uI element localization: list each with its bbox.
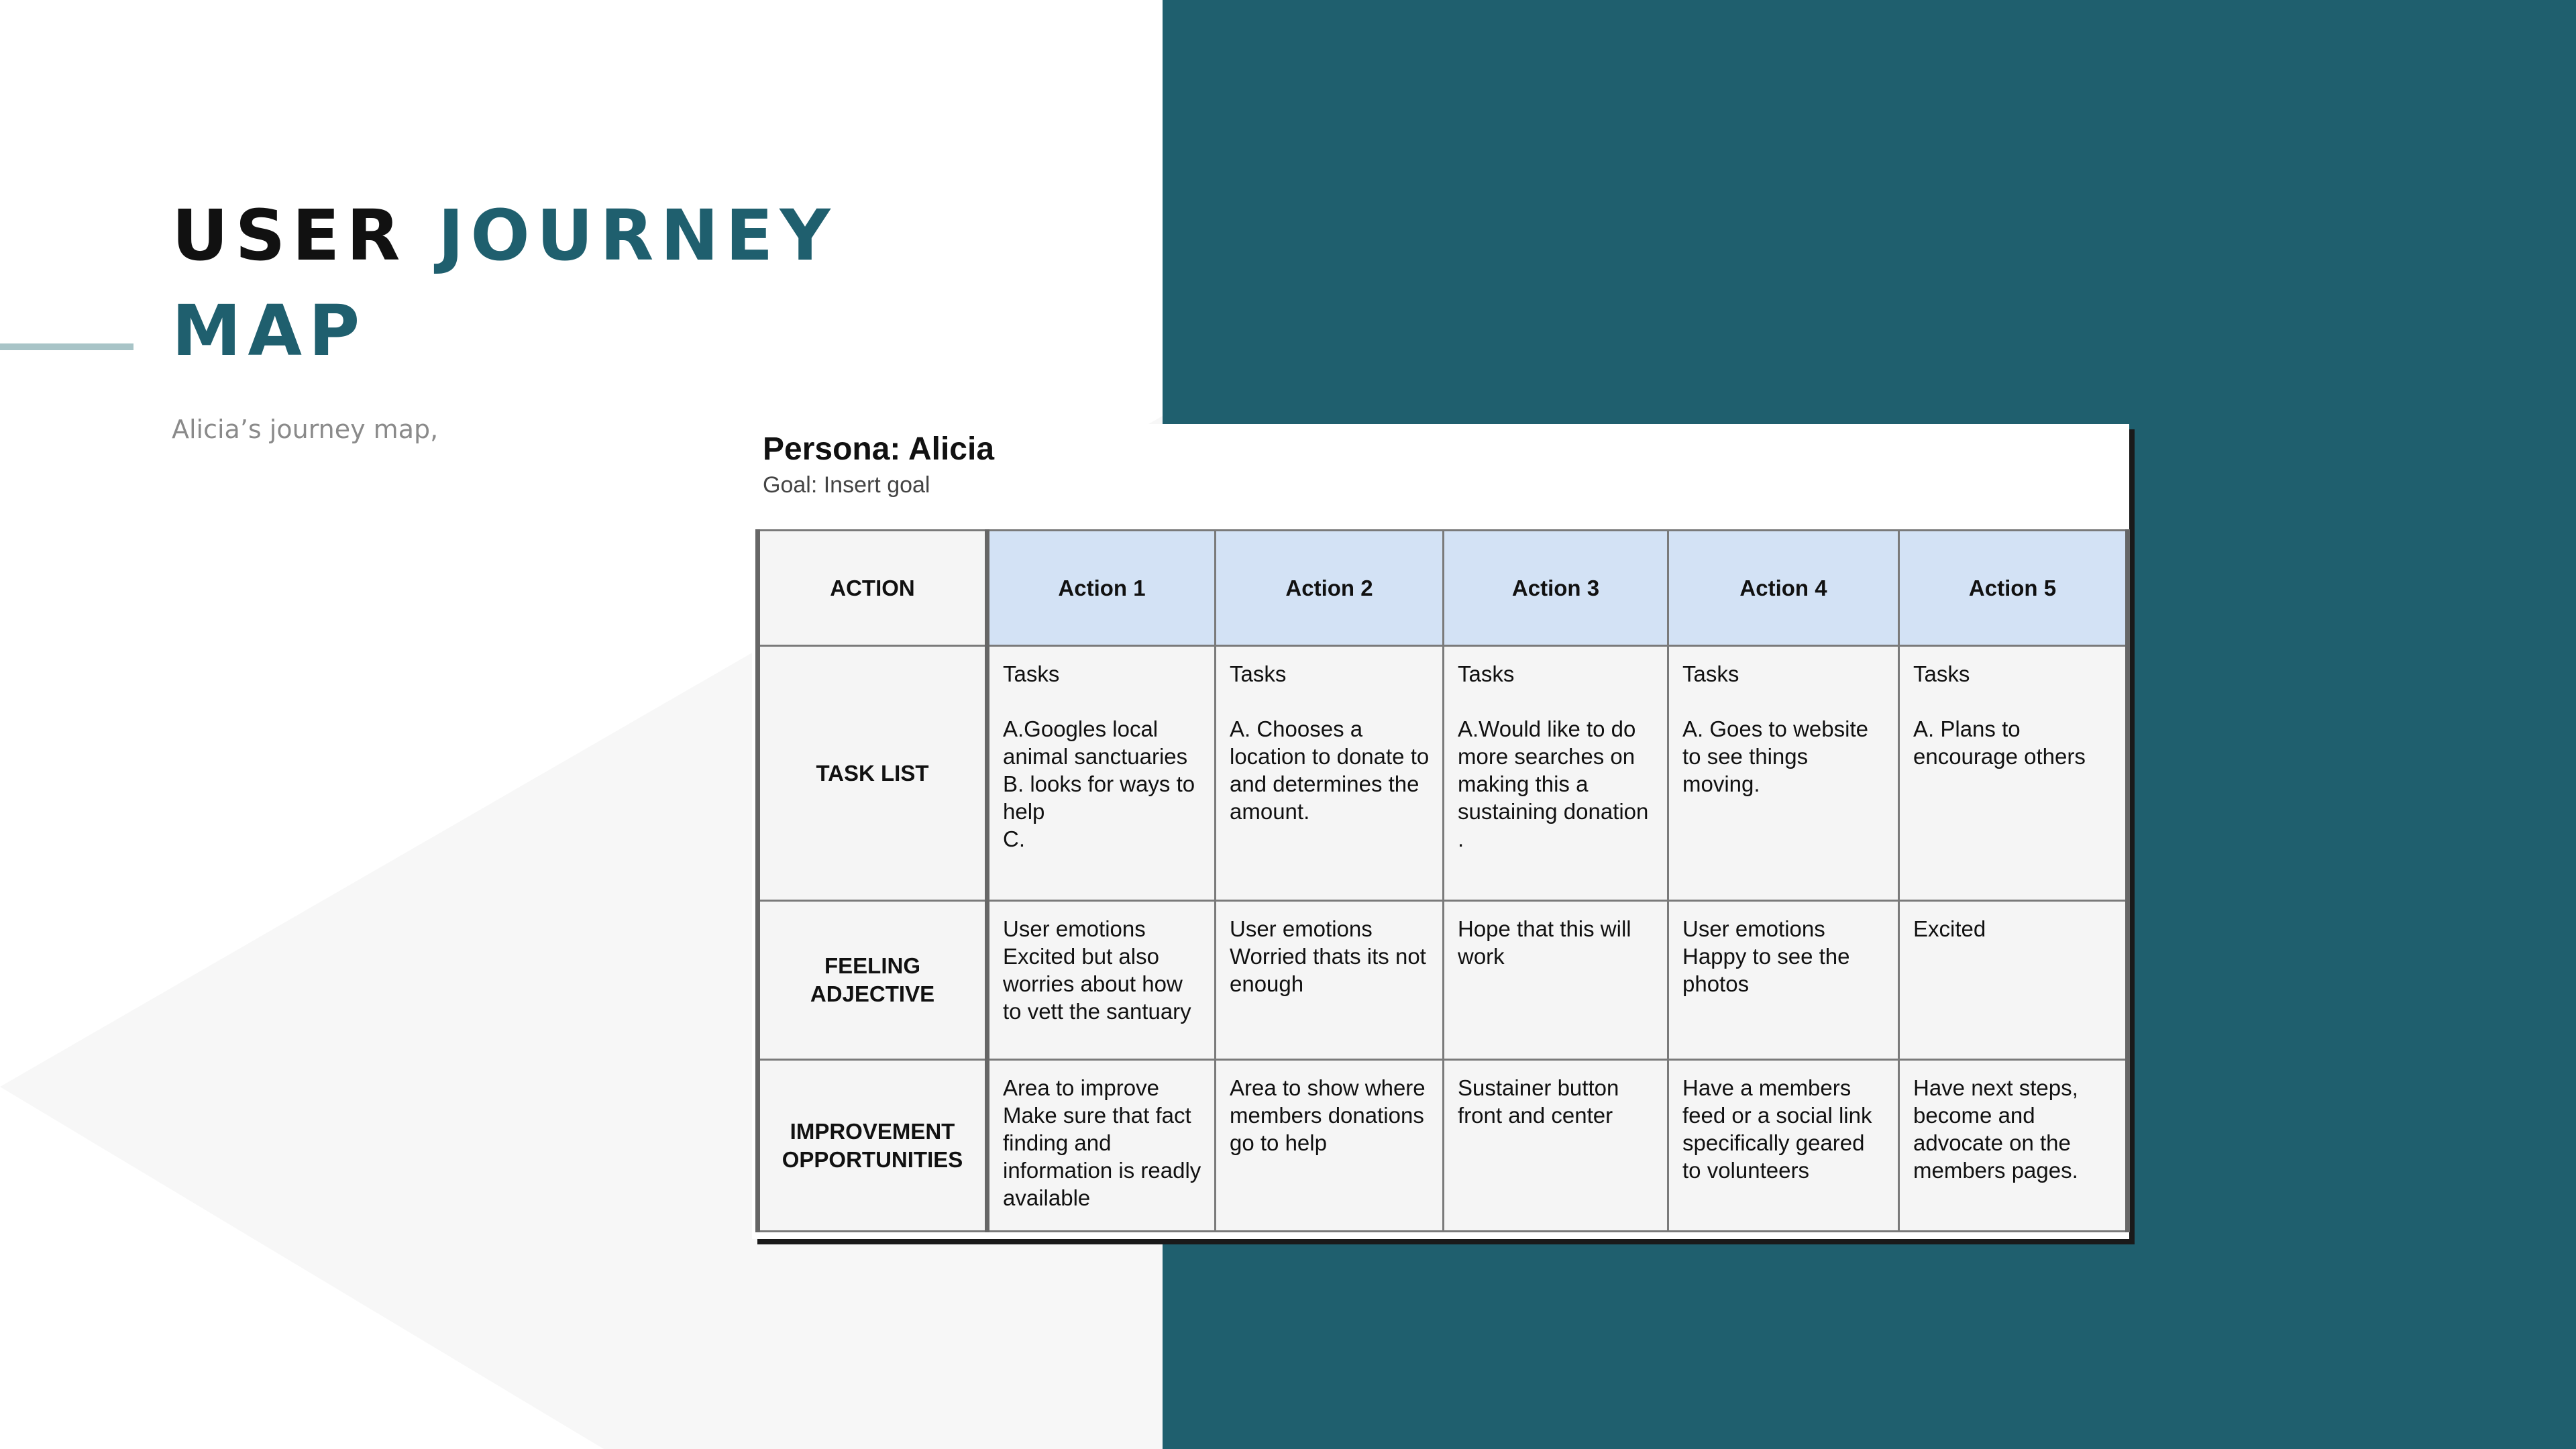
task-cell-2: Tasks A. Chooses a location to donate to and determines the amount. [1216,646,1444,901]
feeling-cell-2: User emotions Worried thats its not enough [1216,901,1444,1060]
improvement-cell-4: Have a members feed or a social link specifically geared to volunteers [1668,1060,1899,1232]
task-cell-5: Tasks A. Plans to encourage others [1899,646,2128,901]
row-label-feeling: FEELING ADJECTIVE [758,901,987,1060]
row-label-improvement: IMPROVEMENT OPPORTUNITIES [758,1060,987,1232]
feeling-cell-5: Excited [1899,901,2128,1060]
slide-title [172,188,1111,378]
slide-subtitle: Alicia’s journey map, [172,415,439,444]
improvement-cell-1: Area to improve Make sure that fact finding and information is readly available [987,1060,1216,1232]
feeling-cell-4: User emotions Happy to see the photos [1668,901,1899,1060]
improvement-cell-2: Area to show where members donations go to help [1216,1060,1444,1232]
action-1-header: Action 1 [987,531,1216,646]
accent-line [0,343,133,350]
improvement-cell-3: Sustainer button front and center [1444,1060,1668,1232]
task-list-row [758,646,2128,901]
improvement-row [758,1060,2128,1232]
journey-map-table [755,529,2130,1232]
title-part1: USER [172,195,438,276]
feeling-row [758,901,2128,1060]
task-cell-3: Tasks A.Would like to do more searches on making this a sustaining donation . [1444,646,1668,901]
feeling-cell-3: Hope that this will work [1444,901,1668,1060]
feeling-cell-1: User emotions Excited but also worries about how to vett the santuary [987,901,1216,1060]
row-label-action: ACTION [758,531,987,646]
action-5-header: Action 5 [1899,531,2128,646]
goal-text: Goal: Insert goal [763,472,930,498]
persona-title: Persona: Alicia [763,431,995,467]
action-row [758,531,2128,646]
action-3-header: Action 3 [1444,531,1668,646]
journey-map-card [752,424,2129,1239]
improvement-cell-5: Have next steps, become and advocate on the members pages. [1899,1060,2128,1232]
row-label-task-list: TASK LIST [758,646,987,901]
title-part2: JOURNEY [437,195,837,276]
title-line2: MAP [172,290,367,372]
task-cell-4: Tasks A. Goes to website to see things moving. [1668,646,1899,901]
task-cell-1: Tasks A.Googles local animal sanctuaries B. looks for ways to help C. [987,646,1216,901]
action-2-header: Action 2 [1216,531,1444,646]
action-4-header: Action 4 [1668,531,1899,646]
